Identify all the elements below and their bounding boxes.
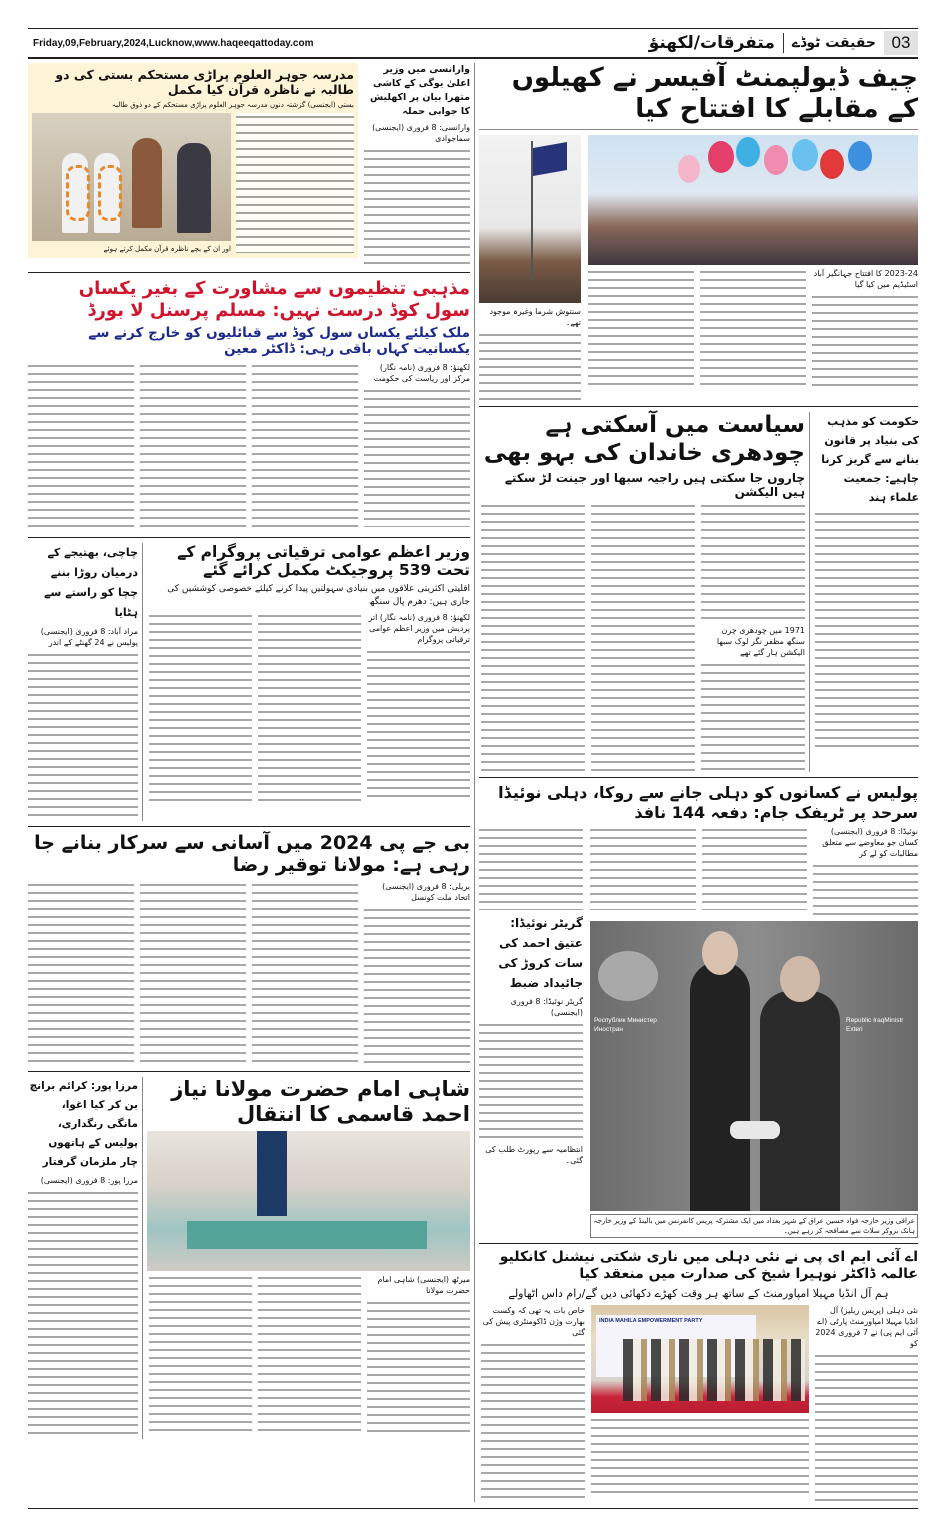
cdo-headline: چیف ڈیولپمنٹ آفیسر نے کھیلوں کے مقابلے کا افتتاح کیا bbox=[479, 63, 918, 130]
mirzapur-headline: مرزا پور: کرائم برانچ بن کر کیا اغوا، مانگی رنگداری، پولیس کے ہاتھوں چار ملزمان گرفتار bbox=[29, 1080, 138, 1169]
farmers-article bbox=[479, 777, 918, 1237]
curtain bbox=[257, 1131, 287, 1216]
tauqeer-article bbox=[28, 826, 470, 1067]
balloon bbox=[820, 149, 844, 179]
body-text bbox=[252, 362, 358, 532]
body-text bbox=[701, 502, 805, 622]
body-text bbox=[367, 648, 470, 798]
chaudhary-subheadline: چاروں جا سکتی ہیں راجیہ سبھا اور جینت لڑ سکتے ہیں الیکشن bbox=[504, 470, 805, 499]
varanasi-article bbox=[364, 63, 470, 267]
conclave-photo bbox=[591, 1305, 809, 1413]
body-text bbox=[28, 362, 134, 532]
dateline: نئی دہلی (پریس ریلیز) آل انڈیا مہیلا امپاورمنٹ پارٹی (اے آئی ایم پی) نے 7 فروری 2024 کو bbox=[815, 1306, 918, 1349]
ucc-article bbox=[28, 272, 470, 532]
chaudhary-snippet: 1971 میں چودھری چرن سنگھ مظفر نگر لوک سبھا الیکشن ہار گئے تھے bbox=[716, 626, 805, 658]
body-text bbox=[815, 1352, 918, 1502]
garland bbox=[66, 165, 90, 221]
diplomats-photo bbox=[590, 921, 918, 1211]
dateline: گریٹر نوئیڈا: 8 فروری (ایجنسی) bbox=[510, 996, 583, 1017]
dateline: لکھنؤ: 8 فروری (نامہ نگار) اتر پردیش میں وزیر اعظم عوامی ترقیاتی پروگرام bbox=[368, 612, 470, 644]
banner-text: INDIA MAHILA EMPOWERMENT PARTY bbox=[599, 1318, 703, 1325]
person-figure bbox=[760, 991, 840, 1211]
body-text bbox=[479, 826, 583, 910]
body-text bbox=[28, 1189, 138, 1439]
pm-program-headline: وزیر اعظم عوامی ترقیاتی پروگرام کے تحت 539 پروجیکٹ مکمل کرائے گئے bbox=[177, 542, 470, 580]
bottom-rule bbox=[28, 1508, 918, 1509]
body-text bbox=[149, 612, 252, 802]
atiq-tail: انتظامیہ سے رپورٹ طلب کی گئی۔ bbox=[485, 1144, 583, 1165]
flag-icon bbox=[533, 142, 567, 176]
left-half bbox=[28, 63, 470, 1439]
body-text bbox=[591, 1416, 809, 1496]
right-half bbox=[474, 63, 918, 1502]
group-people bbox=[623, 1339, 805, 1401]
body-text bbox=[481, 1341, 585, 1501]
balloon bbox=[678, 155, 700, 183]
murder-headline: چاچی، بھتیجے کے درمیان روڑا بننے چچا کو راستے سے ہٹایا bbox=[44, 545, 138, 619]
tauqeer-headline: بی جے پی 2024 میں آسانی سے سرکار بنانے جا رہی ہے: مولانا توقیر رضا bbox=[34, 831, 470, 877]
body-text bbox=[364, 387, 470, 527]
pm-program-subheadline: اقلیتی اکثریتی علاقوں میں بنیادی سہولتیں پیدا کرنے کیلئے خصوصی کوششیں کی جاری ہیں: دھرم پال سنگھ bbox=[167, 583, 470, 607]
section-title: متفرقات/لکھنؤ bbox=[648, 32, 775, 53]
headline: وارانسی میں وزیر اعلیٰ یوگی کے کاشی متھرا بیان پر اکھلیش کا جوابی حملہ bbox=[370, 64, 470, 117]
dateline: بستی (ایجنسی) گزشتہ دنوں مدرسہ جوہر العلوم پراڑی مستحکم کے دو ذوق طالبہ bbox=[111, 101, 354, 109]
balloons-photo bbox=[588, 135, 918, 265]
dateline: وارانسی: 8 فروری (ایجنسی) سماجوادی bbox=[372, 123, 470, 143]
handshake bbox=[730, 1121, 780, 1139]
body-text bbox=[590, 826, 696, 910]
dateline: مرزا پور: 8 فروری (ایجنسی) bbox=[40, 1176, 138, 1186]
body-text bbox=[364, 147, 470, 267]
page-number: 03 bbox=[884, 31, 918, 55]
aimep-headline: اے آئی ایم ای پی نے نئی دہلی میں ناری شکتی نیشنل کانکلیو عالمہ ڈاکٹر نوہیرا شیخ کی صدارت میں منعقد کیا bbox=[499, 1248, 918, 1282]
shahi-imam-headline: شاہی امام حضرت مولانا نیاز احمد قاسمی کا انتقال bbox=[171, 1077, 470, 1127]
dateline: نوئیڈا: 8 فروری (ایجنسی) کسان جو معاوضے سے متعلق مطالبات کو لے کر bbox=[822, 826, 918, 858]
body-text bbox=[479, 331, 581, 401]
person-head bbox=[780, 956, 820, 1002]
body-text bbox=[149, 1274, 252, 1434]
jamiat-headline: حکومت کو مذہب کی بنیاد پر قانون بنانے سے گریز کرنا چاہیے: جمعیت علماء ہند bbox=[821, 415, 919, 505]
balloon bbox=[792, 139, 818, 171]
balloon bbox=[736, 137, 760, 167]
flag-photo bbox=[479, 135, 581, 303]
aimep-subheadline: ہم آل انڈیا مہیلا امپاورمنٹ کے ساتھ ہر وقت کھڑے دکھائی دیں گے/رام داس اٹھاولے bbox=[508, 1287, 889, 1301]
ucc-headline: مذہبی تنظیموں سے مشاورت کے بغیر یکساں سول کوڈ درست نہیں: مسلم پرسنل لا بورڈ bbox=[78, 278, 470, 321]
ucc-subheadline: ملک کیلئے یکساں سول کوڈ سے قبائلیوں کو خارج کرنے سے یکسانیت کہاں باقی رہی: ڈاکٹر معین bbox=[88, 325, 470, 358]
body-text bbox=[258, 1274, 361, 1434]
covered-bodies bbox=[187, 1221, 427, 1249]
dateline: لکھنؤ: 8 فروری (نامہ نگار) مرکز اور ریاست کی حکومت bbox=[373, 362, 470, 383]
row-mirzapur-imam bbox=[28, 1071, 470, 1439]
balloon bbox=[708, 141, 734, 173]
shahi-imam-article bbox=[143, 1077, 470, 1439]
mirzapur-article bbox=[28, 1077, 143, 1439]
madrasa-photo bbox=[32, 113, 231, 241]
body-text bbox=[481, 502, 585, 772]
chaudhary-article bbox=[479, 412, 810, 772]
body-text bbox=[364, 906, 470, 1066]
sign-right: Republic IraqMinistr Exteri bbox=[846, 1016, 904, 1033]
body-text bbox=[812, 293, 918, 389]
emblem bbox=[598, 951, 658, 1001]
row-jamiat-chaudhary bbox=[479, 406, 918, 772]
body-text bbox=[588, 268, 694, 388]
body-text bbox=[236, 113, 354, 253]
aimep-article bbox=[479, 1243, 918, 1503]
headline: مدرسہ جوہر العلوم پراڑی مستحکم بستی کی دو طالبہ نے ناظرہ قرآن کیا مکمل bbox=[55, 67, 354, 97]
body-text bbox=[702, 826, 807, 910]
sign-left: Республик Министер Иностран bbox=[594, 1016, 657, 1033]
funeral-gathering-photo bbox=[147, 1131, 470, 1271]
person-figure bbox=[132, 138, 162, 228]
body-text bbox=[591, 502, 695, 772]
dateline: مراد آباد: 8 فروری (ایجنسی) پولیس نے 24 گھنٹے کے اندر bbox=[40, 626, 138, 647]
body-text bbox=[140, 362, 246, 532]
balloon bbox=[764, 145, 788, 175]
photo-caption: اور ان کے بچے ناظرہ قرآن مکمل کرتے ہوئے bbox=[103, 245, 231, 253]
body-text bbox=[813, 862, 918, 918]
body-text bbox=[701, 661, 805, 771]
logo: حقیقت ٹوڈے bbox=[791, 34, 876, 51]
madrasa-article bbox=[28, 63, 358, 258]
body-text bbox=[479, 1021, 583, 1141]
dateline: میرٹھ (ایجنسی) شاہی امام حضرت مولانا bbox=[377, 1274, 470, 1295]
photo-caption: عراقی وزیر خارجہ فواد حسین عراق کے شہر بغداد میں ایک مشترکہ پریس کانفرنس میں بالینڈ کے وزیر خارجہ ہانک بروکر سلاٹ سے مصافحہ کر رہے ہیں۔ bbox=[590, 1214, 918, 1238]
body-text bbox=[700, 268, 806, 388]
body-text bbox=[28, 881, 134, 1066]
atiq-article bbox=[479, 826, 583, 1166]
person-figure bbox=[177, 143, 211, 233]
jamiat-article bbox=[810, 412, 919, 772]
body-text bbox=[252, 881, 358, 1066]
garland bbox=[98, 165, 122, 221]
atiq-headline: گریٹر نوئیڈا: عتیق احمد کی سات کروڑ کی جائیداد ضبط bbox=[498, 915, 583, 990]
photo-caption: سنتوش شرما وغیرہ موجود تھے۔ bbox=[489, 307, 581, 328]
body-text bbox=[815, 510, 919, 750]
masthead bbox=[28, 28, 918, 59]
cdo-article bbox=[479, 63, 918, 401]
balloon bbox=[848, 141, 872, 171]
farmers-headline: پولیس نے کسانوں کو دہلی جانے سے روکا، دہلی نوئیڈا سرحد پر ٹریفک جام: دفعہ 144 نافذ bbox=[498, 783, 918, 822]
body-text bbox=[28, 651, 138, 821]
chaudhary-headline: سیاست میں آسکتی ہے چودھری خاندان کی بہو بھی bbox=[483, 412, 805, 466]
person-head bbox=[702, 931, 738, 975]
aimep-snippet: خاص بات یہ تھی کہ وکست بھارت وژن ڈاکومنٹری پیش کی گئی bbox=[482, 1306, 585, 1338]
body-text bbox=[367, 1299, 470, 1434]
body-text bbox=[258, 612, 361, 802]
cdo-snippet: 2023-24 کا افتتاح جہانگیر آباد اسٹیڈیم میں کیا گیا bbox=[813, 269, 918, 290]
person-figure bbox=[690, 961, 750, 1211]
date-line: Friday,09,February,2024,Lucknow,www.haqeeqattoday.com bbox=[33, 37, 314, 49]
body-text bbox=[140, 881, 246, 1066]
murder-article bbox=[28, 543, 143, 821]
pm-program-article bbox=[143, 543, 470, 821]
row-murder-pm bbox=[28, 537, 470, 821]
dateline: بریلی: 8 فروری (ایجنسی) اتحاد ملت کونسل bbox=[382, 882, 470, 903]
